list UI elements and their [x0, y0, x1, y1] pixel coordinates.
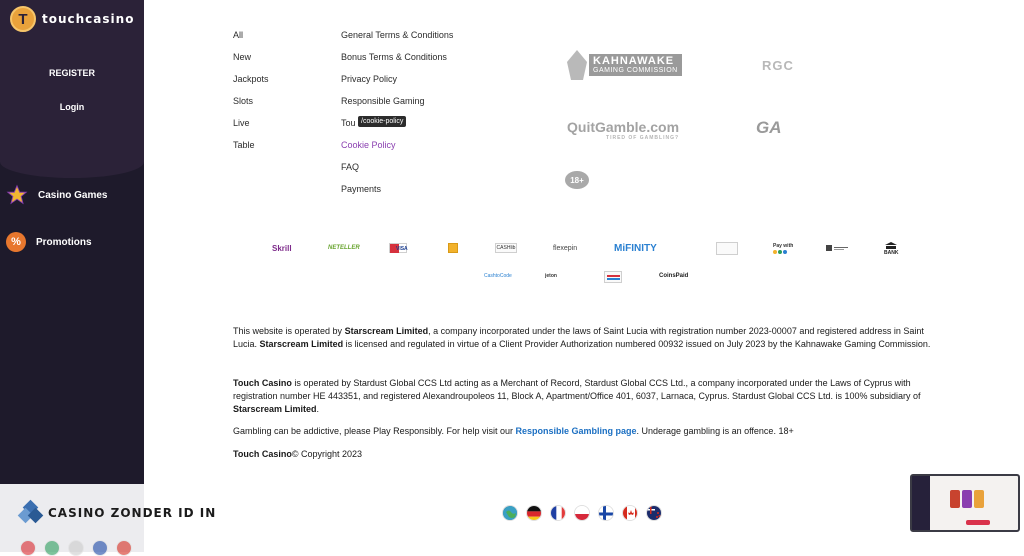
cashlib-logo: CASHlib	[496, 245, 516, 251]
footer-link-privacy-policy[interactable]: Privacy Policy	[341, 74, 398, 84]
kahnawake-subtitle: GAMING COMMISSION	[593, 67, 678, 75]
copyright: Touch Casino© Copyright 2023	[233, 449, 363, 459]
cashtocode-logo: CashtoCode	[484, 273, 512, 279]
kahnawake-logo[interactable]	[567, 50, 701, 80]
flexepin-logo: flexepin	[553, 245, 578, 252]
logo-badge: T	[10, 6, 36, 32]
jeton-logo: jeton	[545, 273, 557, 279]
percent-icon: %	[6, 232, 26, 252]
thumbnail-cta	[966, 520, 990, 525]
age-18-badge: 18+	[565, 171, 589, 189]
login-button[interactable]: Login	[59, 102, 85, 112]
france-flag[interactable]	[550, 505, 566, 521]
decorative-flag-icon	[116, 540, 132, 556]
register-button[interactable]: REGISTER	[48, 68, 95, 78]
footer-link-faq[interactable]: FAQ	[341, 162, 360, 172]
poland-flag[interactable]	[574, 505, 590, 521]
footer-link-bonus-terms[interactable]: Bonus Terms & Conditions	[341, 52, 447, 62]
watermark-text: CASINO ZONDER ID IN	[48, 506, 217, 520]
kahnawake-title: KAHNAWAKE	[593, 54, 675, 67]
logo[interactable]	[10, 6, 134, 32]
canada-flag[interactable]	[622, 505, 638, 521]
bank-transfer-logo	[716, 242, 738, 255]
watermark-flags	[0, 540, 132, 556]
responsible-gambling-notice: Gambling can be addictive, please Play Responsibly. For help visit our Responsible Gambling page. Underage gambling is an offence. 18+	[233, 426, 794, 436]
decorative-flag-icon	[44, 540, 60, 556]
globe-icon[interactable]	[502, 505, 518, 521]
legal-paragraph-merchant: Touch Casino is operated by Stardust Global CCS Ltd acting as a Merchant of Record, Stardust Global CCS Ltd., a company incorporated under the Laws of Cyprus with registration number HE 443351, and registered Alexandroupoleos 11, Block A, Apartment/Office 401, 6037, Larnaca, Cyprus. Stardust Global CCS Ltd. is 100% subsidiary of Starscream Limited.	[233, 378, 921, 414]
decorative-flag-icon	[92, 540, 108, 556]
footer-link-general-terms[interactable]: General Terms & Conditions	[341, 30, 454, 40]
kahnawake-mark-icon	[567, 50, 587, 80]
gambling-anonymous-logo[interactable]: GA	[756, 118, 782, 137]
bank-logo: BANK	[884, 242, 898, 256]
footer-link-jackpots[interactable]: Jackpots	[233, 74, 269, 84]
germany-flag[interactable]	[526, 505, 542, 521]
footer-link-table[interactable]: Table	[233, 140, 255, 150]
quitgamble-subtitle: TIRED OF GAMBLING?	[606, 135, 680, 141]
payment-card-logo	[604, 271, 622, 283]
visa-card-logo: VISA	[389, 243, 407, 253]
footer-link-all[interactable]: All	[233, 30, 244, 40]
footer-link-cookie-policy[interactable]: Cookie Policy	[341, 140, 396, 150]
footer-link-slots[interactable]: Slots	[233, 96, 254, 106]
footer-link-payments[interactable]: Payments	[341, 184, 382, 194]
rgc-logo[interactable]: RGC	[762, 58, 794, 73]
footer-link-new[interactable]: New	[233, 52, 252, 62]
paysafe-logo	[448, 243, 458, 253]
bank-building-icon	[826, 244, 848, 252]
legal-paragraph-operator: This website is operated by Starscream Limited, a company incorporated under the laws of Saint Lucia with registration number 2023-00007 and registered address in Saint Lucia. Starscream Limited is licensed and regulated in virtue of a Client Provider Authorization numbered 00932 issued on July 2023 by the Kahnawake Gaming Commission.	[233, 326, 931, 349]
site-preview-thumbnail[interactable]	[910, 474, 1020, 532]
quitgamble-title: QuitGamble.com	[567, 119, 680, 135]
footer-link-responsible-gaming[interactable]: Responsible Gaming	[341, 96, 425, 106]
pay-with-logo	[773, 243, 793, 254]
decorative-flag-icon	[20, 540, 36, 556]
decorative-flag-icon	[68, 540, 84, 556]
sidebar-item-label: Casino Games	[38, 189, 108, 201]
finland-flag[interactable]	[598, 505, 614, 521]
sidebar	[0, 0, 144, 552]
link-tooltip: /cookie-policy	[358, 116, 406, 127]
pay-with-label: Pay with	[773, 243, 794, 249]
footer-link-live[interactable]: Live	[233, 118, 250, 128]
diamond-logo-icon	[20, 502, 42, 524]
mifinity-logo: MiFINITY	[614, 243, 657, 254]
neteller-logo: NETELLER	[328, 245, 360, 251]
new-zealand-flag[interactable]	[646, 505, 662, 521]
coinspaid-logo: CoinsPaid	[659, 273, 689, 279]
logo-text: touchcasino	[42, 12, 135, 26]
sidebar-item-promotions[interactable]	[6, 232, 92, 252]
quitgamble-logo[interactable]	[567, 119, 679, 141]
skrill-logo: Skrill	[272, 244, 292, 253]
footer-link-touch[interactable]: Tou	[341, 118, 356, 128]
language-selector	[502, 505, 662, 521]
sidebar-item-casino-games[interactable]	[6, 184, 107, 206]
responsible-gambling-link[interactable]: Responsible Gambling page	[515, 426, 637, 436]
star-icon	[6, 184, 28, 206]
casino-zonder-id-watermark	[20, 502, 216, 524]
sidebar-item-label: Promotions	[36, 236, 92, 248]
